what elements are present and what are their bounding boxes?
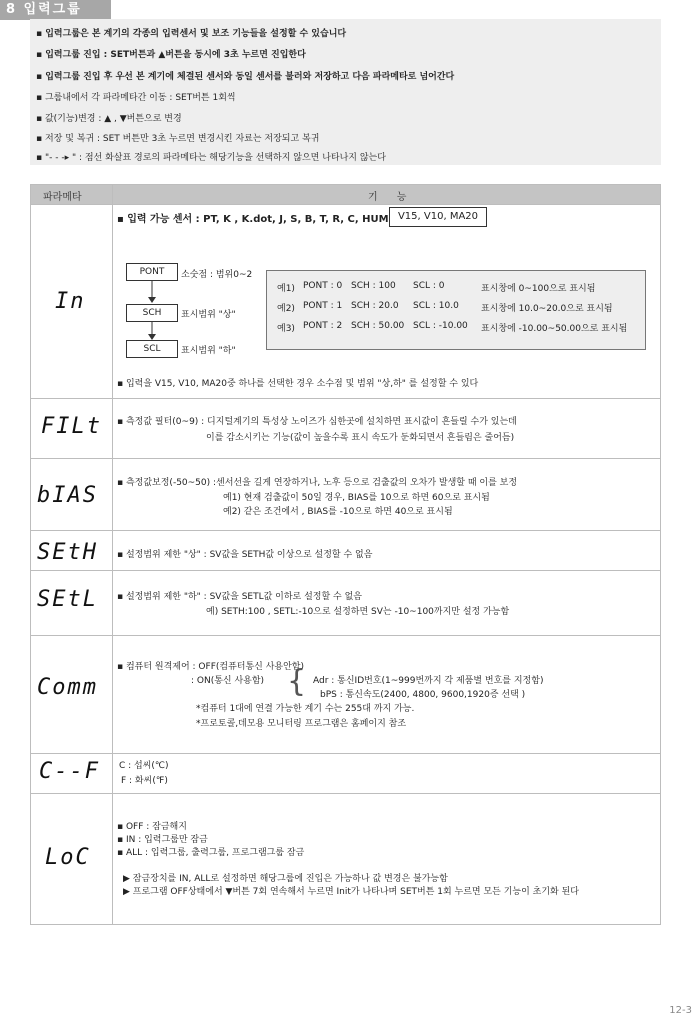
pont-desc: 소숫점 : 범위0~2 [181, 270, 253, 280]
intro-box [30, 19, 661, 165]
example-scl: SCL : 0 [413, 281, 445, 291]
setl-line1: ▪ 설정범위 제한 "하" : SV값을 SETL값 이하로 설정할 수 없음 [117, 592, 362, 602]
example-label: 예2) [277, 304, 295, 314]
param-loc: LoC [45, 845, 91, 870]
param-in: In [55, 289, 86, 314]
loc-in: ▪ IN : 입력그룹만 잠금 [117, 835, 208, 845]
sch-desc: 표시범위 "상" [181, 310, 236, 320]
param-comm: Comm [37, 675, 98, 700]
section-title: 8 입력그룹 [0, 0, 111, 20]
param-seth: SEtH [37, 540, 98, 565]
comm-line1: ▪ 컴퓨터 원격제어 : OFF(컴퓨터통신 사용안함) [117, 662, 305, 672]
example-box [266, 270, 646, 350]
in-sensors: ▪ 입력 가능 센서 : PT, K , K.dot, J, S, B, T, R, C, HUM [117, 214, 389, 225]
header-param: 파라메타 [43, 192, 82, 203]
example-label: 예3) [277, 324, 295, 334]
cf-c: C : 섭씨(℃) [119, 761, 169, 771]
param-filt: FILt [41, 414, 102, 439]
example-sch: SCH : 50.00 [351, 321, 405, 331]
header-function: 기 능 [368, 192, 407, 203]
intro-line: ▪ 저장 및 복귀 : SET 버튼만 3초 누르면 변경시킨 자료는 저장되고 복귀 [36, 134, 320, 144]
intro-line: ▪ 입력그룹 진입 후 우선 본 계기에 체결된 센서와 동일 센서를 불러와 저장하고 다음 파라메타로 넘어간다 [36, 72, 455, 82]
column-divider [112, 185, 113, 924]
cf-f: F : 화씨(℉) [121, 776, 168, 786]
page-number: 12-3 [669, 1005, 692, 1016]
in-note: ▪ 입력을 V15, V10, MA20중 하나를 선택한 경우 소수점 및 범위 "상,하" 를 설정할 수 있다 [117, 379, 479, 389]
setl-line2: 예) SETH:100 , SETL:-10으로 설정하면 SV는 -10~100까지만 설정 가능함 [206, 607, 510, 617]
intro-line: ▪ 그룹내에서 각 파라메타간 이동 : SET버튼 1회씩 [36, 93, 236, 103]
pont-box: PONT [126, 263, 178, 281]
brace-icon: { [287, 664, 307, 699]
example-range: 표시창에 10.0~20.0으로 표시됨 [481, 304, 613, 314]
example-range: 표시창에 -10.00~50.00으로 표시됨 [481, 324, 628, 334]
example-label: 예1) [277, 284, 295, 294]
flow-arrows [146, 281, 158, 341]
intro-line: ▪ 값(기능)변경 : ▲ , ▼버튼으로 변경 [36, 114, 182, 124]
comm-adr: Adr : 통신ID번호(1~999번까지 각 제품별 번호를 지정함) [313, 676, 544, 686]
scl-desc: 표시범위 "하" [181, 346, 236, 356]
example-range: 표시창에 0~100으로 표시됨 [481, 284, 596, 294]
table-header [31, 185, 660, 204]
sch-box: SCH [126, 304, 178, 322]
bias-line1: ▪ 측정값보정(-50~50) :센서선을 길게 연장하거나, 노후 등으로 검출값의 오차가 발생할 때 이를 보정 [117, 478, 518, 488]
comm-line2: : ON(통신 사용함) [191, 676, 265, 686]
param-setl: SEtL [37, 587, 98, 612]
scl-box: SCL [126, 340, 178, 358]
filt-line2: 이를 감소시키는 기능(값이 높을수록 표시 속도가 둔화되면서 흔들림은 줄어듬) [206, 433, 515, 443]
example-pont: PONT : 0 [303, 281, 343, 291]
loc-note1: ▶ 잠금장치를 IN, ALL로 설정하면 해당그룹에 진입은 가능하나 값 변경은 불가능함 [123, 874, 448, 884]
example-sch: SCH : 100 [351, 281, 396, 291]
param-cf: C--F [39, 759, 100, 784]
parameter-table [30, 184, 661, 925]
bias-line2: 예1) 현재 검출값이 50일 경우, BIAS를 10으로 하면 60으로 표시됨 [223, 493, 490, 503]
example-sch: SCH : 20.0 [351, 301, 399, 311]
filt-line1: ▪ 측정값 필터(0~9) : 디지털계기의 특성상 노이즈가 심한곳에 설치하면 표시값이 흔들릴 수가 있는데 [117, 417, 517, 427]
intro-line: ▪ 입력그룹 진입 : SET버튼과 ▲버튼을 동시에 3초 누르면 진입한다 [36, 50, 306, 60]
bias-line3: 예2) 같은 조건에서 , BIAS를 -10으로 하면 40으로 표시됨 [223, 507, 453, 517]
intro-line: ▪ 입력그룹은 본 계기의 각종의 입력센서 및 보조 기능들을 설정할 수 있습니다 [36, 29, 347, 39]
example-pont: PONT : 1 [303, 301, 343, 311]
comm-bps: bPS : 통신속도(2400, 4800, 9600,1920증 선택 ) [320, 690, 526, 700]
comm-note2: *프로토콜,데모용 모니터링 프로그램은 홈페이지 참조 [196, 719, 407, 729]
loc-all: ▪ ALL : 입력그룹, 출력그룹, 프로그램그룹 잠금 [117, 848, 305, 858]
seth-line1: ▪ 설정범위 제한 "상" : SV값을 SETH값 이상으로 설정할 수 없음 [117, 550, 373, 560]
sensors-box: V15, V10, MA20 [389, 207, 487, 227]
comm-note1: *컴퓨터 1대에 연결 가능한 계기 수는 255대 까지 가능. [196, 704, 415, 714]
example-scl: SCL : 10.0 [413, 301, 459, 311]
param-bias: bIAS [37, 483, 98, 508]
intro-line: ▪ "- - -▸ " : 점선 화살표 경로의 파라메타는 해당기능을 선택하지 않으면 나타나지 않는다 [36, 153, 386, 163]
loc-off: ▪ OFF : 잠금해지 [117, 822, 187, 832]
example-scl: SCL : -10.00 [413, 321, 468, 331]
loc-note2: ▶ 프로그램 OFF상태에서 ▼버튼 7회 연속해서 누르면 Init가 나타나며 SET버튼 1회 누르면 모든 기능이 초기화 된다 [123, 887, 579, 897]
example-pont: PONT : 2 [303, 321, 343, 331]
